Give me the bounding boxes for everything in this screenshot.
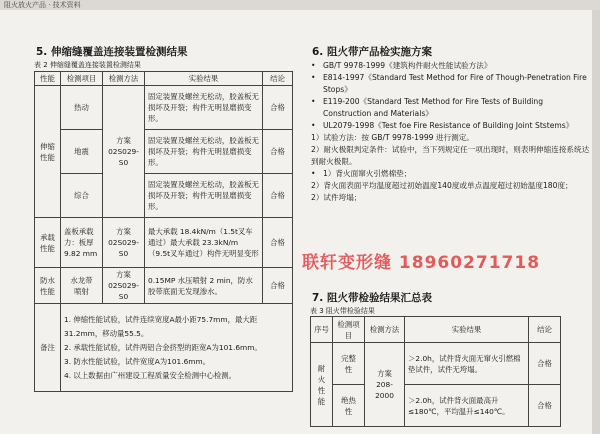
remarks-label: 备注 [35, 304, 61, 392]
fire-barrier-table [310, 316, 561, 427]
result-cell: 固定装置及螺丝无松动，胶盖板无损坏及开裂；构件无明显磨损变形。 [145, 130, 263, 174]
col-header: 检测方法 [103, 72, 145, 86]
table-row [35, 130, 293, 174]
perf-cell: 伸缩 性能 [35, 86, 61, 218]
col-header: 检测项目 [333, 317, 365, 343]
item-cell: 完整 性 [333, 343, 365, 385]
table-row [311, 385, 561, 427]
list-item: • E119-200《Standard Test Method for Fire Tests of Building Construction and Materials》 [311, 96, 593, 120]
verdict-cell: 合格 [263, 86, 293, 130]
item-cell: 水龙带 喷射 [61, 268, 103, 304]
verdict-cell: 合格 [263, 268, 293, 304]
table-row [35, 268, 293, 304]
col-header: 实验结果 [405, 317, 529, 343]
remarks-row [35, 304, 293, 392]
expansion-joint-table [34, 71, 293, 392]
remarks-cell [61, 304, 293, 392]
col-header: 结论 [263, 72, 293, 86]
table-2-caption: 表 2 伸缩缝覆盖连接装置检测结果 [34, 61, 141, 69]
list-item: • GB/T 9978-1999《建筑构件耐火性能试验方法》 [311, 60, 593, 72]
paragraph: 1）试验方法：按 GB/T 9978-1999 进行测定。 [311, 133, 474, 142]
phone-watermark: 联轩变形缝 18960271718 [302, 253, 541, 273]
result-cell: 固定装置及螺丝无松动，胶盖板无损坏及开裂；构件无明显磨损变形。 [145, 174, 263, 218]
table-row [35, 174, 293, 218]
table-row [311, 343, 561, 385]
col-header: 性能 [35, 72, 61, 86]
verdict-cell: 合格 [529, 343, 561, 385]
remark-line: 4. 以上数据由广州建设工程质量安全检测中心检测。 [64, 370, 236, 380]
table-header-row [35, 72, 293, 86]
col-header: 检测方法 [365, 317, 405, 343]
remark-line: 3. 防水性能试验，试件宽度A为101.6mm。 [64, 356, 211, 366]
remark-line: 2. 承载性能试验，试件两铝合金挤型的距宽A为101.6mm。 [64, 342, 262, 352]
method-cell: 方案 02S029-S0 [103, 218, 145, 268]
verdict-cell: 合格 [529, 385, 561, 427]
table-row [35, 218, 293, 268]
paragraph: 2）耐火极限判定条件：试验中，当下列规定任一项出现时，则表明伸缩连接系统达到耐火极限。 [311, 145, 590, 166]
result-cell: 固定装置及螺丝无松动，胶盖板无损坏及开裂；构件无明显磨损变形。 [145, 86, 263, 130]
section-6-title: 6. 阻火带产品检实施方案 [312, 46, 432, 58]
section-5-title: 5. 伸缩缝覆盖连接装置检测结果 [36, 46, 188, 58]
result-cell: 0.15MP 水压喷射 2 min，防水胶带底面无发现渗水。 [145, 268, 263, 304]
page-edge [592, 10, 600, 434]
table-header-row [311, 317, 561, 343]
method-cell: 方案 02S029-S0 [103, 268, 145, 304]
col-header: 实验结果 [145, 72, 263, 86]
verdict-cell: 合格 [263, 130, 293, 174]
list-item: • E814-1997《Standard Test Method for Fire of Though-Penetration Fire Stops》 [311, 72, 593, 96]
result-cell: 最大承载 18.4kN/m（1.5t叉车通过）最大承载 23.3kN/m（9.5t叉车通过）构件无明显变形 [145, 218, 263, 268]
list-item: • UL2079-1998《Test foe Fire Resistance of Building Joint Ststems》 [311, 120, 593, 132]
item-cell: 地震 [61, 130, 103, 174]
verdict-cell: 合格 [263, 218, 293, 268]
perf-cell: 承载 性能 [35, 218, 61, 268]
table-3-caption: 表 3 阻火带检验结果 [310, 307, 375, 315]
standards-list [311, 60, 593, 204]
table-row [35, 86, 293, 130]
col-header: 序号 [311, 317, 333, 343]
result-cell: ＞2.0h，试件背火面最高升≤180℃，平均温升≤140℃。 [405, 385, 529, 427]
col-header: 结论 [529, 317, 561, 343]
list-item: • 1）背火面窜火引燃棉垫； [311, 168, 593, 180]
item-cell: 盖板承载力：板厚 9.82 mm [61, 218, 103, 268]
paragraph: 2）试件垮塌； [311, 193, 362, 202]
method-cell: 方案 02S029-S0 [103, 86, 145, 218]
header-strip: 阻火放火产品 · 技术资料 [0, 0, 600, 10]
item-cell: 绝热 性 [333, 385, 365, 427]
paragraph: 2）背火面表面平均温度超过初始温度140度或单点温度超过初始温度180度； [311, 181, 573, 190]
remark-line: 1. 伸缩性能试验，试件连续宽度A最小距75.7mm，最大距31.2mm，移动量55.5。 [64, 314, 258, 338]
item-cell: 综合 [61, 174, 103, 218]
seq-cell: 耐 火 性 能 [311, 343, 333, 427]
verdict-cell: 合格 [263, 174, 293, 218]
result-cell: ＞2.0h，试件背火面无窜火引燃棉垫试件，试件无垮塌。 [405, 343, 529, 385]
perf-cell: 防水 性能 [35, 268, 61, 304]
method-cell: 方案 208-2000 [365, 343, 405, 427]
item-cell: 热动 [61, 86, 103, 130]
section-7-title: 7. 阻火带检验结果汇总表 [312, 292, 432, 304]
col-header: 检测项目 [61, 72, 103, 86]
